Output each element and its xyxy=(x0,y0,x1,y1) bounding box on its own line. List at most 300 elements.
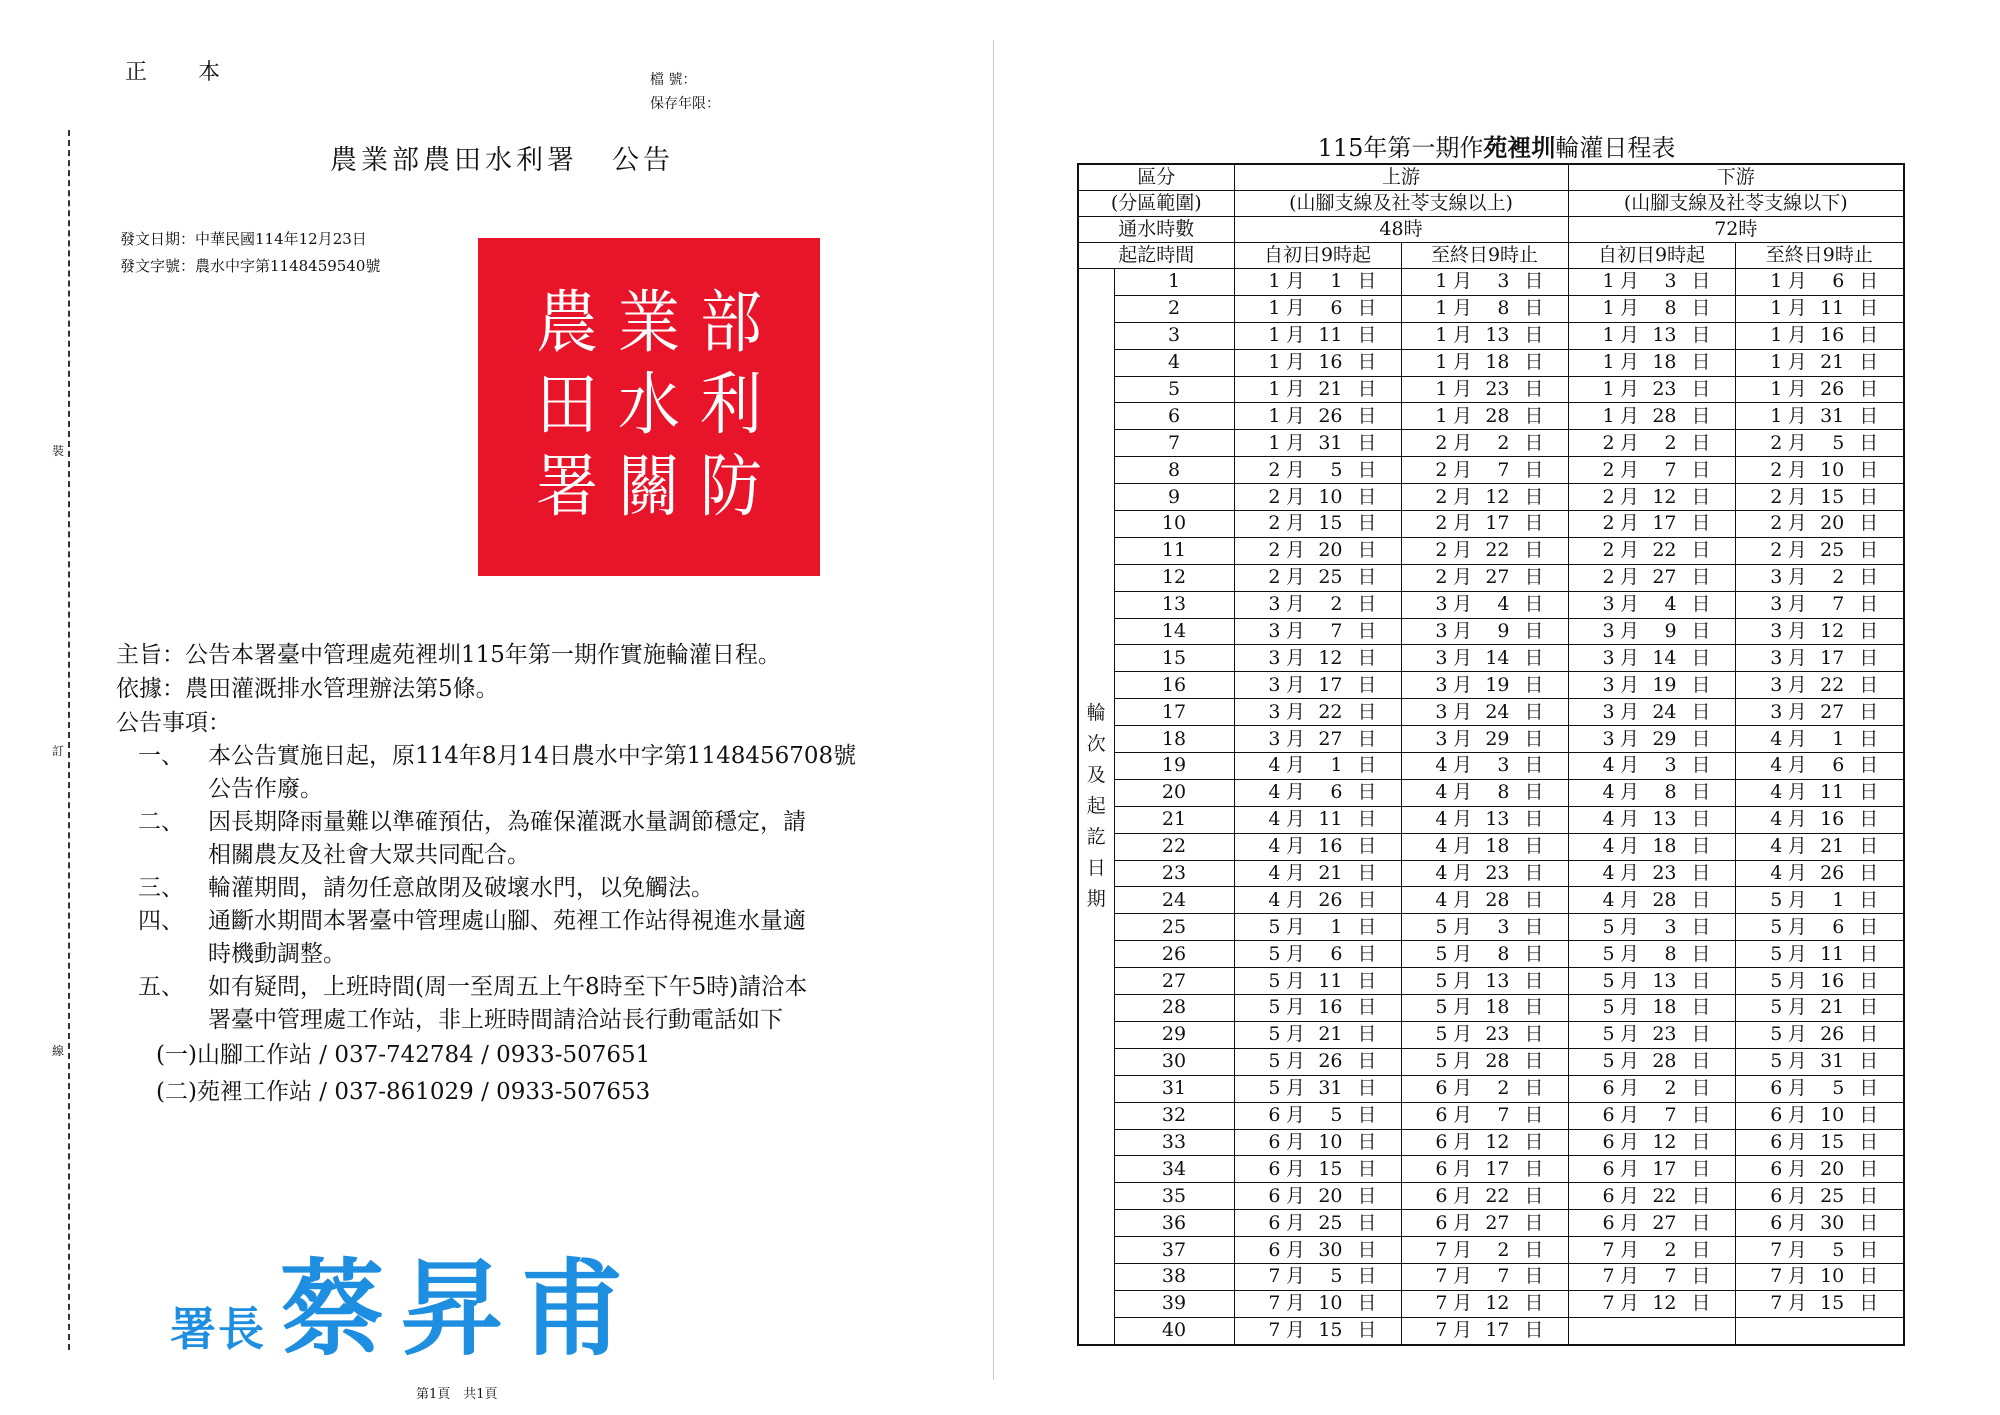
month-value: 5 xyxy=(1602,996,1615,1019)
downstream-range-header: (山腳支線及社苓支線以下) xyxy=(1568,191,1904,217)
rotation-number: 16 xyxy=(1114,672,1234,699)
day-value: 3 xyxy=(1664,270,1677,293)
day-unit: 日 xyxy=(1524,862,1544,885)
day-unit: 日 xyxy=(1357,1104,1377,1127)
month-unit: 月 xyxy=(1286,646,1306,669)
month-unit: 月 xyxy=(1453,754,1473,777)
day-value: 16 xyxy=(1318,351,1343,374)
day-unit: 日 xyxy=(1357,1050,1377,1073)
day-value: 26 xyxy=(1820,378,1845,400)
day-unit: 日 xyxy=(1691,700,1711,723)
division-range-header: (分區範圍) xyxy=(1078,191,1234,217)
day-value: 29 xyxy=(1652,727,1677,750)
day-unit: 日 xyxy=(1859,351,1879,374)
month-value: 2 xyxy=(1770,512,1783,535)
upstream-start-date xyxy=(1234,1210,1401,1237)
downstream-start-date xyxy=(1568,1021,1735,1048)
day-unit: 日 xyxy=(1524,754,1544,777)
upstream-start-date xyxy=(1234,726,1401,753)
downstream-end-date xyxy=(1735,645,1904,672)
day-unit: 日 xyxy=(1691,781,1711,804)
day-value: 6 xyxy=(1832,270,1845,293)
month-value: 1 xyxy=(1602,404,1615,427)
month-unit: 月 xyxy=(1787,351,1807,374)
day-unit: 日 xyxy=(1357,700,1377,723)
issuing-agency: 農業部農田水利署 xyxy=(330,145,578,176)
downstream-end-date xyxy=(1735,564,1904,591)
day-unit: 日 xyxy=(1357,646,1377,669)
downstream-end-date xyxy=(1735,1156,1904,1183)
upstream-end-date xyxy=(1401,1156,1568,1183)
day-unit: 日 xyxy=(1859,593,1879,616)
month-unit: 月 xyxy=(1453,996,1473,1019)
month-unit: 月 xyxy=(1453,324,1473,347)
day-value: 11 xyxy=(1820,297,1845,320)
month-value: 1 xyxy=(1268,270,1281,293)
rotation-number: 39 xyxy=(1114,1290,1234,1317)
upstream-end-date xyxy=(1401,564,1568,591)
upstream-start-date xyxy=(1234,349,1401,376)
downstream-start-date xyxy=(1568,349,1735,376)
month-value: 5 xyxy=(1770,1050,1783,1073)
day-unit: 日 xyxy=(1691,378,1711,400)
downstream-start-date xyxy=(1568,699,1735,726)
downstream-header: 下游 xyxy=(1568,164,1904,191)
month-value: 6 xyxy=(1770,1184,1783,1207)
month-unit: 月 xyxy=(1787,404,1807,427)
rotation-number: 6 xyxy=(1114,403,1234,430)
month-value: 7 xyxy=(1435,1265,1448,1288)
schedule-row xyxy=(1078,941,1904,968)
month-unit: 月 xyxy=(1286,512,1306,535)
schedule-row xyxy=(1078,537,1904,564)
day-unit: 日 xyxy=(1524,324,1544,347)
upstream-start-date xyxy=(1234,1075,1401,1102)
month-value: 5 xyxy=(1435,969,1448,992)
item-text-line: 公告作廢。 xyxy=(208,776,323,802)
day-value: 25 xyxy=(1318,566,1343,589)
month-unit: 月 xyxy=(1787,1077,1807,1100)
upstream-end-date xyxy=(1401,699,1568,726)
schedule-title-suffix: 輪灌日程表 xyxy=(1555,134,1676,162)
upstream-header: 上游 xyxy=(1234,164,1568,191)
month-unit: 月 xyxy=(1787,512,1807,535)
day-value: 10 xyxy=(1318,1130,1343,1153)
upstream-end-date xyxy=(1401,1021,1568,1048)
month-value: 1 xyxy=(1435,324,1448,347)
day-value: 18 xyxy=(1652,996,1677,1019)
day-unit: 日 xyxy=(1691,996,1711,1019)
upstream-end-date xyxy=(1401,295,1568,322)
rotation-number: 22 xyxy=(1114,833,1234,860)
item-text-line: 通斷水期間本署臺中管理處山腳、苑裡工作站得視進水量適 xyxy=(208,908,806,934)
contact-list xyxy=(116,1037,896,1111)
month-unit: 月 xyxy=(1453,1292,1473,1315)
day-unit: 日 xyxy=(1524,835,1544,858)
day-unit: 日 xyxy=(1524,915,1544,938)
downstream-end-date xyxy=(1735,753,1904,780)
downstream-end-date xyxy=(1735,537,1904,564)
downstream-start-date xyxy=(1568,968,1735,995)
schedule-row xyxy=(1078,1156,1904,1183)
month-value: 1 xyxy=(1770,378,1783,400)
day-value: 14 xyxy=(1485,646,1510,669)
downstream-start-date xyxy=(1568,1237,1735,1264)
day-unit: 日 xyxy=(1524,566,1544,589)
month-value: 2 xyxy=(1770,431,1783,454)
rotation-number: 17 xyxy=(1114,699,1234,726)
month-unit: 月 xyxy=(1286,808,1306,831)
day-value: 8 xyxy=(1497,942,1510,965)
month-value: 3 xyxy=(1268,727,1281,750)
day-value: 27 xyxy=(1652,1211,1677,1234)
rotation-number: 21 xyxy=(1114,806,1234,833)
upstream-end-date xyxy=(1401,887,1568,914)
month-value: 2 xyxy=(1435,458,1448,481)
downstream-start-date xyxy=(1568,457,1735,484)
downstream-start-date xyxy=(1568,1129,1735,1156)
month-value: 4 xyxy=(1770,781,1783,804)
downstream-end-date xyxy=(1735,1129,1904,1156)
day-unit: 日 xyxy=(1357,512,1377,535)
day-value: 28 xyxy=(1652,404,1677,427)
day-value: 2 xyxy=(1497,431,1510,454)
month-unit: 月 xyxy=(1620,270,1640,293)
day-unit: 日 xyxy=(1524,1265,1544,1288)
upstream-start-date xyxy=(1234,914,1401,941)
day-unit: 日 xyxy=(1357,1211,1377,1234)
month-value: 1 xyxy=(1268,404,1281,427)
month-unit: 月 xyxy=(1620,593,1640,616)
month-value: 4 xyxy=(1268,835,1281,858)
downstream-start-date xyxy=(1568,484,1735,511)
day-value: 11 xyxy=(1318,324,1343,347)
month-unit: 月 xyxy=(1620,862,1640,885)
day-unit: 日 xyxy=(1357,942,1377,965)
day-unit: 日 xyxy=(1524,485,1544,508)
day-value: 23 xyxy=(1652,862,1677,885)
downstream-end-label: 至終日9時止 xyxy=(1735,243,1904,269)
month-unit: 月 xyxy=(1620,566,1640,589)
day-unit: 日 xyxy=(1691,458,1711,481)
day-value: 5 xyxy=(1832,1238,1845,1261)
month-unit: 月 xyxy=(1787,1184,1807,1207)
day-value: 27 xyxy=(1485,566,1510,589)
month-unit: 月 xyxy=(1620,1157,1640,1180)
upstream-end-date xyxy=(1401,591,1568,618)
month-unit: 月 xyxy=(1787,1292,1807,1315)
day-value: 15 xyxy=(1820,1130,1845,1153)
month-value: 6 xyxy=(1770,1211,1783,1234)
rotation-number: 13 xyxy=(1114,591,1234,618)
day-unit: 日 xyxy=(1691,1292,1711,1315)
seal-char: 部 xyxy=(699,282,762,363)
day-unit: 日 xyxy=(1691,1211,1711,1234)
day-value: 20 xyxy=(1820,1157,1845,1180)
day-value: 15 xyxy=(1318,1157,1343,1180)
month-value: 5 xyxy=(1435,996,1448,1019)
month-unit: 月 xyxy=(1787,378,1807,400)
month-unit: 月 xyxy=(1620,969,1640,992)
downstream-end-date xyxy=(1735,1210,1904,1237)
month-unit: 月 xyxy=(1787,727,1807,750)
month-value: 3 xyxy=(1268,673,1281,696)
day-value: 18 xyxy=(1485,351,1510,374)
original-copy-mark: 正 本 xyxy=(125,60,242,85)
month-value: 4 xyxy=(1770,835,1783,858)
month-unit: 月 xyxy=(1453,700,1473,723)
day-unit: 日 xyxy=(1691,862,1711,885)
schedule-row xyxy=(1078,779,1904,806)
day-value: 27 xyxy=(1485,1211,1510,1234)
month-unit: 月 xyxy=(1787,458,1807,481)
month-value: 6 xyxy=(1602,1157,1615,1180)
month-value: 6 xyxy=(1602,1211,1615,1234)
day-unit: 日 xyxy=(1357,1023,1377,1046)
month-unit: 月 xyxy=(1620,700,1640,723)
month-unit: 月 xyxy=(1286,1184,1306,1207)
upstream-start-date xyxy=(1234,779,1401,806)
day-unit: 日 xyxy=(1859,862,1879,885)
day-unit: 日 xyxy=(1357,1292,1377,1315)
day-unit: 日 xyxy=(1859,1104,1879,1127)
schedule-row xyxy=(1078,887,1904,914)
day-unit: 日 xyxy=(1357,808,1377,831)
day-value: 26 xyxy=(1318,404,1343,427)
day-unit: 日 xyxy=(1691,351,1711,374)
upstream-end-date xyxy=(1401,457,1568,484)
schedule-row xyxy=(1078,484,1904,511)
month-value: 1 xyxy=(1435,378,1448,400)
day-value: 28 xyxy=(1652,1050,1677,1073)
month-value: 5 xyxy=(1268,1077,1281,1100)
month-value: 3 xyxy=(1435,620,1448,643)
downstream-end-date xyxy=(1735,672,1904,699)
month-value: 5 xyxy=(1770,1023,1783,1046)
month-value: 7 xyxy=(1602,1238,1615,1261)
item-number: 三、 xyxy=(138,875,184,901)
day-unit: 日 xyxy=(1691,324,1711,347)
month-unit: 月 xyxy=(1453,1238,1473,1261)
month-value: 4 xyxy=(1268,808,1281,831)
day-value: 23 xyxy=(1485,1023,1510,1046)
month-value: 1 xyxy=(1268,378,1281,400)
month-value: 6 xyxy=(1602,1104,1615,1127)
day-unit: 日 xyxy=(1859,404,1879,427)
month-value: 6 xyxy=(1770,1157,1783,1180)
month-unit: 月 xyxy=(1787,593,1807,616)
day-unit: 日 xyxy=(1524,1319,1544,1342)
day-value: 25 xyxy=(1318,1211,1343,1234)
signature-name: 蔡昇甫 xyxy=(280,1248,641,1370)
month-value: 1 xyxy=(1268,324,1281,347)
month-unit: 月 xyxy=(1620,404,1640,427)
month-unit: 月 xyxy=(1453,1211,1473,1234)
downstream-end-date xyxy=(1735,914,1904,941)
month-unit: 月 xyxy=(1286,1211,1306,1234)
schedule-row xyxy=(1078,457,1904,484)
day-unit: 日 xyxy=(1524,808,1544,831)
day-value: 22 xyxy=(1318,700,1343,723)
month-unit: 月 xyxy=(1453,512,1473,535)
day-value: 19 xyxy=(1485,673,1510,696)
month-unit: 月 xyxy=(1453,270,1473,293)
day-value: 9 xyxy=(1497,620,1510,643)
day-unit: 日 xyxy=(1859,485,1879,508)
downstream-end-date xyxy=(1735,295,1904,322)
month-value: 7 xyxy=(1435,1319,1448,1342)
day-unit: 日 xyxy=(1859,324,1879,347)
day-unit: 日 xyxy=(1524,888,1544,911)
schedule-title-prefix: 115年第一期作 xyxy=(1317,134,1484,162)
item-number: 四、 xyxy=(138,908,184,934)
upstream-end-date xyxy=(1401,1075,1568,1102)
rotation-number: 15 xyxy=(1114,645,1234,672)
day-unit: 日 xyxy=(1859,458,1879,481)
seal-char: 利 xyxy=(699,364,762,445)
month-value: 1 xyxy=(1602,324,1615,347)
month-value: 3 xyxy=(1268,646,1281,669)
month-unit: 月 xyxy=(1620,915,1640,938)
day-value: 16 xyxy=(1820,808,1845,831)
upstream-start-date xyxy=(1234,269,1401,296)
day-unit: 日 xyxy=(1524,378,1544,400)
schedule-row xyxy=(1078,349,1904,376)
month-value: 5 xyxy=(1770,942,1783,965)
month-unit: 月 xyxy=(1286,458,1306,481)
rotation-number: 23 xyxy=(1114,860,1234,887)
day-value: 28 xyxy=(1485,1050,1510,1073)
day-unit: 日 xyxy=(1524,458,1544,481)
day-unit: 日 xyxy=(1859,620,1879,643)
month-unit: 月 xyxy=(1787,431,1807,454)
day-unit: 日 xyxy=(1524,404,1544,427)
month-unit: 月 xyxy=(1453,1077,1473,1100)
month-value: 5 xyxy=(1770,888,1783,911)
schedule-row xyxy=(1078,672,1904,699)
month-unit: 月 xyxy=(1453,1104,1473,1127)
month-value: 3 xyxy=(1602,593,1615,616)
downstream-end-date xyxy=(1735,349,1904,376)
day-value: 12 xyxy=(1652,1130,1677,1153)
downstream-start-date xyxy=(1568,806,1735,833)
day-unit: 日 xyxy=(1357,620,1377,643)
downstream-start-label: 自初日9時起 xyxy=(1568,243,1735,269)
month-value: 6 xyxy=(1435,1157,1448,1180)
month-value: 3 xyxy=(1435,646,1448,669)
day-unit: 日 xyxy=(1524,942,1544,965)
month-value: 5 xyxy=(1435,1023,1448,1046)
rotation-number: 11 xyxy=(1114,537,1234,564)
day-value: 28 xyxy=(1485,404,1510,427)
month-unit: 月 xyxy=(1787,646,1807,669)
month-unit: 月 xyxy=(1620,1104,1640,1127)
month-unit: 月 xyxy=(1286,754,1306,777)
rotation-number: 4 xyxy=(1114,349,1234,376)
downstream-start-date xyxy=(1568,1263,1735,1290)
upstream-end-label: 至終日9時止 xyxy=(1401,243,1568,269)
upstream-end-date xyxy=(1401,672,1568,699)
item-text-line: 因長期降雨量難以準確預估，為確保灌溉水量調節穩定，請 xyxy=(208,809,806,835)
month-value: 4 xyxy=(1435,862,1448,885)
day-unit: 日 xyxy=(1859,996,1879,1019)
schedule-page xyxy=(993,0,2000,1415)
day-value: 11 xyxy=(1318,969,1343,992)
day-unit: 日 xyxy=(1859,566,1879,589)
day-unit: 日 xyxy=(1691,888,1711,911)
month-unit: 月 xyxy=(1286,1157,1306,1180)
day-value: 18 xyxy=(1652,351,1677,374)
day-unit: 日 xyxy=(1524,996,1544,1019)
month-value: 5 xyxy=(1770,996,1783,1019)
month-unit: 月 xyxy=(1787,297,1807,320)
upstream-start-date xyxy=(1234,645,1401,672)
month-value: 2 xyxy=(1770,458,1783,481)
month-value: 3 xyxy=(1268,620,1281,643)
month-value: 6 xyxy=(1268,1157,1281,1180)
seal-char: 署 xyxy=(535,446,598,527)
day-value: 17 xyxy=(1318,673,1343,696)
month-unit: 月 xyxy=(1453,593,1473,616)
day-value: 13 xyxy=(1485,808,1510,831)
rotation-number: 12 xyxy=(1114,564,1234,591)
month-value: 2 xyxy=(1602,539,1615,562)
day-unit: 日 xyxy=(1691,539,1711,562)
month-unit: 月 xyxy=(1453,888,1473,911)
day-unit: 日 xyxy=(1524,1050,1544,1073)
downstream-start-date xyxy=(1568,887,1735,914)
schedule-row xyxy=(1078,564,1904,591)
rotation-number: 9 xyxy=(1114,484,1234,511)
day-value: 21 xyxy=(1820,996,1845,1019)
schedule-title-canal: 苑裡圳 xyxy=(1483,133,1556,162)
upstream-end-date xyxy=(1401,484,1568,511)
day-unit: 日 xyxy=(1691,297,1711,320)
day-value: 3 xyxy=(1497,915,1510,938)
upstream-end-date xyxy=(1401,645,1568,672)
header-row-period xyxy=(1078,243,1904,269)
day-value: 2 xyxy=(1664,431,1677,454)
month-unit: 月 xyxy=(1787,862,1807,885)
upstream-end-date xyxy=(1401,1048,1568,1075)
downstream-end-date xyxy=(1735,1021,1904,1048)
month-value: 1 xyxy=(1602,351,1615,374)
signature-title: 署長 xyxy=(170,1302,266,1356)
month-value: 3 xyxy=(1770,566,1783,589)
upstream-start-date xyxy=(1234,537,1401,564)
month-value: 4 xyxy=(1435,888,1448,911)
day-unit: 日 xyxy=(1859,1130,1879,1153)
month-unit: 月 xyxy=(1453,942,1473,965)
month-value: 6 xyxy=(1602,1077,1615,1100)
downstream-end-date xyxy=(1735,269,1904,296)
upstream-end-date xyxy=(1401,914,1568,941)
month-value: 1 xyxy=(1770,404,1783,427)
month-unit: 月 xyxy=(1453,485,1473,508)
month-value: 4 xyxy=(1602,754,1615,777)
month-unit: 月 xyxy=(1620,1265,1640,1288)
day-unit: 日 xyxy=(1524,1077,1544,1100)
day-unit: 日 xyxy=(1859,754,1879,777)
day-value: 16 xyxy=(1318,996,1343,1019)
notice-item xyxy=(138,971,896,1037)
day-value: 10 xyxy=(1820,1104,1845,1127)
month-value: 5 xyxy=(1435,1050,1448,1073)
day-value: 18 xyxy=(1485,996,1510,1019)
upstream-start-date xyxy=(1234,941,1401,968)
upstream-end-date xyxy=(1401,1210,1568,1237)
month-unit: 月 xyxy=(1787,539,1807,562)
